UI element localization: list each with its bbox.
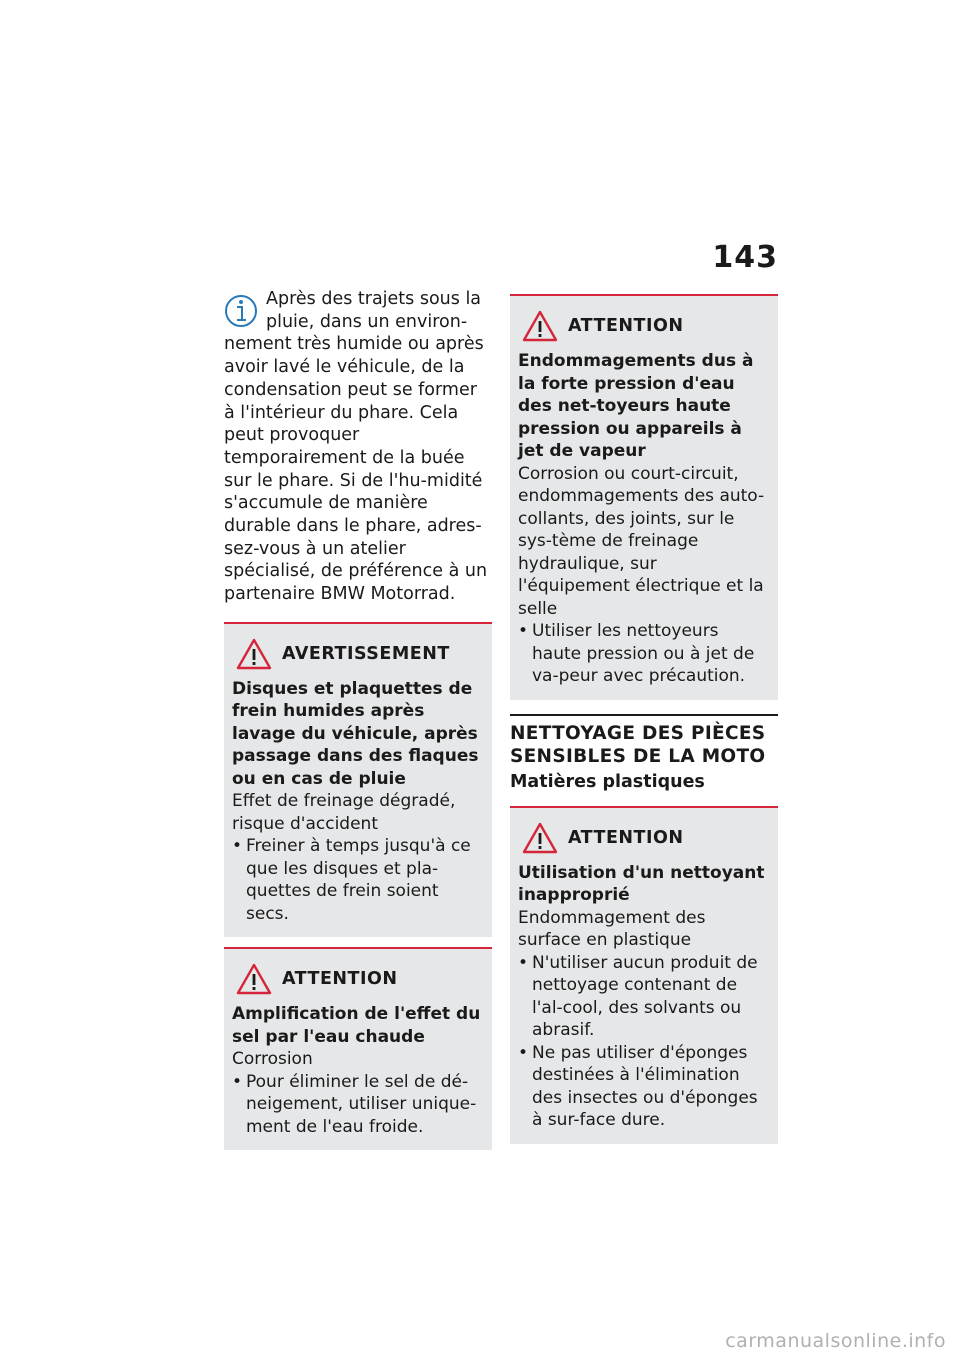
attention-subtitle: Amplification de l'effet du sel par l'eau chaude xyxy=(232,1004,481,1047)
attention-title: ATTENTION xyxy=(568,316,684,336)
attention-box xyxy=(510,294,778,700)
warning-title: AVERTISSEMENT xyxy=(282,643,450,664)
list-item: • N'utiliser aucun produit de nettoyage contenant de l'al-cool, des solvants ou abrasif. xyxy=(518,952,770,1042)
attention-text: Corrosion ou court-circuit, endommagements des auto-collants, des joints, sur le sys-tème de freinage hydraulique, sur l'équipement électrique et la selle xyxy=(518,463,765,619)
attention-title: ATTENTION xyxy=(282,969,398,990)
right-column xyxy=(510,294,778,1144)
warning-text: Effet de freinage dégradé, risque d'accident xyxy=(232,791,456,834)
info-icon xyxy=(224,290,260,330)
list-item: • Freiner à temps jusqu'à ce que les disques et pla-quettes de frein soient secs. xyxy=(232,835,484,925)
warning-triangle-icon xyxy=(522,822,558,854)
warning-triangle-icon xyxy=(236,638,272,670)
attention-bullets xyxy=(518,620,770,688)
attention-box xyxy=(510,806,778,1144)
info-text: Après des trajets sous la pluie, dans un environ-nement très humide ou après avoir lavé le véhicule, de la condensation peut se former à l'intérieur du phare. Cela peut provoquer temporairement de la buée sur le phare. Si de l'hu-midité s'accumule de manière durable dans le phare, adres-sez-vous à un atelier spécialisé, de préférence à un partenaire BMW Motorrad. xyxy=(224,289,488,605)
list-item: • Ne pas utiliser d'éponges destinées à l'élimination des insectes ou d'éponges à sur-face dure. xyxy=(518,1042,770,1132)
warning-box xyxy=(224,622,492,938)
attention-subtitle: Endommagements dus à la forte pression d'eau des net-toyeurs haute pression ou appareils à jet de vapeur xyxy=(518,351,754,461)
warning-triangle-icon xyxy=(236,963,272,995)
warning-subtitle: Disques et plaquettes de frein humides après lavage du véhicule, après passage dans des flaques ou en cas de pluie xyxy=(232,678,479,789)
sub-title: Matières plastiques xyxy=(510,771,705,792)
warning-bullets xyxy=(232,835,484,925)
list-item: • Utiliser les nettoyeurs haute pression ou à jet de va-peur avec précaution. xyxy=(518,620,770,688)
left-column xyxy=(224,288,492,1150)
footer-watermark: carmanualsonline.info xyxy=(725,1330,946,1352)
list-item: • Pour éliminer le sel de dé-neigement, utiliser unique-ment de l'eau froide. xyxy=(232,1071,484,1139)
section-divider xyxy=(510,714,778,716)
attention-box xyxy=(224,947,492,1150)
section-title: NETTOYAGE DES PIÈCES SENSIBLES DE LA MOTO xyxy=(510,722,766,767)
warning-triangle-icon xyxy=(522,310,558,342)
attention-text: Endommagement des surface en plastique xyxy=(518,907,706,950)
attention-title: ATTENTION xyxy=(568,827,684,848)
page-number: 143 xyxy=(712,240,778,275)
attention-bullets xyxy=(518,952,770,1132)
info-note xyxy=(224,288,492,606)
attention-bullets xyxy=(232,1071,484,1139)
attention-subtitle: Utilisation d'un nettoyant inapproprié xyxy=(518,862,765,905)
attention-text: Corrosion xyxy=(232,1049,313,1070)
